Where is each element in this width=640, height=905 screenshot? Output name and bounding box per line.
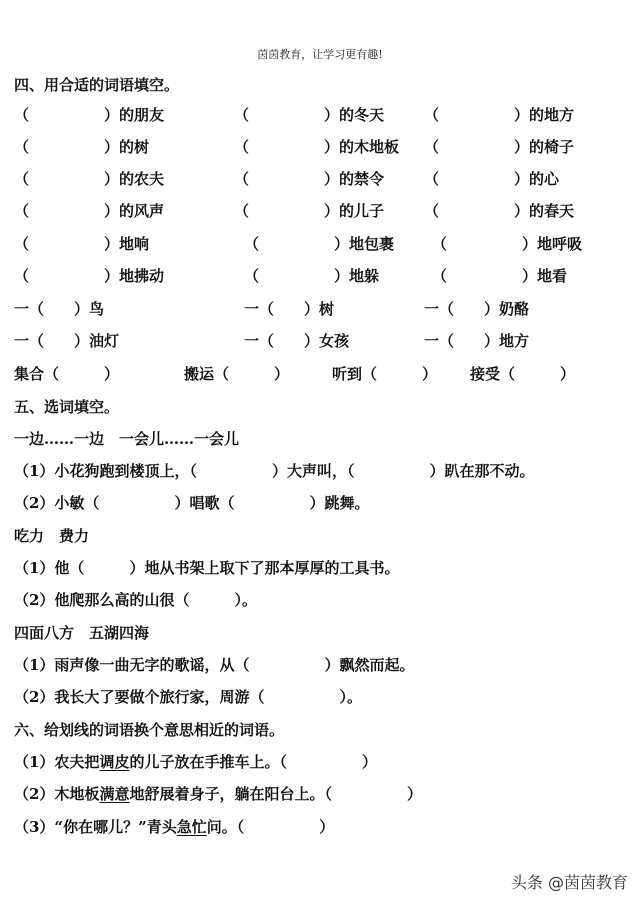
section-5-title: 五、选词填空。 xyxy=(14,398,120,416)
fill-item: 一（ ）油灯 xyxy=(14,332,120,350)
question-line xyxy=(14,816,334,837)
fill-item: （ ）的风声 xyxy=(14,202,165,220)
word-group-label: 一边……一边 一会儿……一会儿 xyxy=(14,430,240,448)
fill-item: 一（ ）鸟 xyxy=(14,300,105,318)
word-group-label: 吃力 费力 xyxy=(14,527,90,545)
fill-row xyxy=(0,298,640,322)
watermark: 头条 @茵茵教育 xyxy=(510,873,628,892)
fill-row xyxy=(0,168,640,192)
fill-item: （ ）的农夫 xyxy=(14,170,165,188)
sentence-start: （1）农夫把 xyxy=(14,753,100,771)
fill-item: （ ）地躲 xyxy=(244,267,380,285)
fill-item: （ ）地拂动 xyxy=(14,267,165,285)
fill-item: 搬运（ ） xyxy=(184,365,290,383)
fill-item: （ ）的冬天 xyxy=(234,106,385,124)
question-line xyxy=(14,783,422,804)
underlined-word: 急忙 xyxy=(176,818,207,836)
question-line xyxy=(14,751,377,772)
underlined-word: 调皮 xyxy=(99,753,130,771)
sentence-end: 地舒展着身子，躺在阳台上。（ ） xyxy=(129,785,422,803)
fill-item: （ ）的朋友 xyxy=(14,106,165,124)
fill-item: （ ）地看 xyxy=(432,267,568,285)
underlined-word: 满意 xyxy=(99,785,130,803)
fill-row xyxy=(0,330,640,354)
fill-row xyxy=(0,233,640,257)
sentence-start: （3）“你在哪儿？”青头 xyxy=(14,818,177,836)
page-header: 茵茵教育，让学习更有趣! xyxy=(257,48,383,61)
fill-item: （ ）的木地板 xyxy=(234,138,400,156)
fill-item: （ ）地呼吸 xyxy=(432,235,583,253)
fill-row xyxy=(0,363,640,387)
fill-item: （ ）的春天 xyxy=(424,202,575,220)
fill-item: 听到（ ） xyxy=(332,365,438,383)
question-line: （2）我长大了要做个旅行家，周游（ ）。 xyxy=(14,688,362,706)
sentence-start: （2）木地板 xyxy=(14,785,100,803)
fill-item: 一（ ）奶酪 xyxy=(424,300,530,318)
fill-item: （ ）地包裹 xyxy=(244,235,395,253)
section-4-title: 四、用合适的词语填空。 xyxy=(14,76,180,94)
fill-row xyxy=(0,265,640,289)
fill-item: 一（ ）地方 xyxy=(424,332,530,350)
fill-item: （ ）的树 xyxy=(14,138,150,156)
fill-item: （ ）的椅子 xyxy=(424,138,575,156)
fill-item: 一（ ）树 xyxy=(244,300,335,318)
fill-row xyxy=(0,136,640,160)
fill-row xyxy=(0,200,640,224)
sentence-end: 问。（ ） xyxy=(206,818,335,836)
question-line: （2）他爬那么高的山很（ ）。 xyxy=(14,591,257,609)
fill-item: 接受（ ） xyxy=(470,365,576,383)
fill-item: （ ）的地方 xyxy=(424,106,575,124)
fill-item: （ ）的禁令 xyxy=(234,170,385,188)
fill-row xyxy=(0,104,640,128)
sentence-end: 的儿子放在手推车上。（ ） xyxy=(129,753,377,771)
fill-item: （ ）的心 xyxy=(424,170,560,188)
fill-item: （ ）的儿子 xyxy=(234,202,385,220)
question-line: （1）雨声像一曲无字的歌谣，从（ ）飘然而起。 xyxy=(14,656,415,674)
fill-item: 一（ ）女孩 xyxy=(244,332,350,350)
question-line: （1）他（ ）地从书架上取下了那本厚厚的工具书。 xyxy=(14,559,400,577)
fill-item: （ ）地响 xyxy=(14,235,150,253)
section-6-title: 六、给划线的词语换个意思相近的词语。 xyxy=(14,721,285,739)
fill-item: 集合（ ） xyxy=(14,365,120,383)
question-line: （2）小敏（ ）唱歌（ ）跳舞。 xyxy=(14,494,370,512)
question-line: （1）小花狗跑到楼顶上，（ ）大声叫，（ ）趴在那不动。 xyxy=(14,462,535,480)
word-group-label: 四面八方 五湖四海 xyxy=(14,624,150,642)
